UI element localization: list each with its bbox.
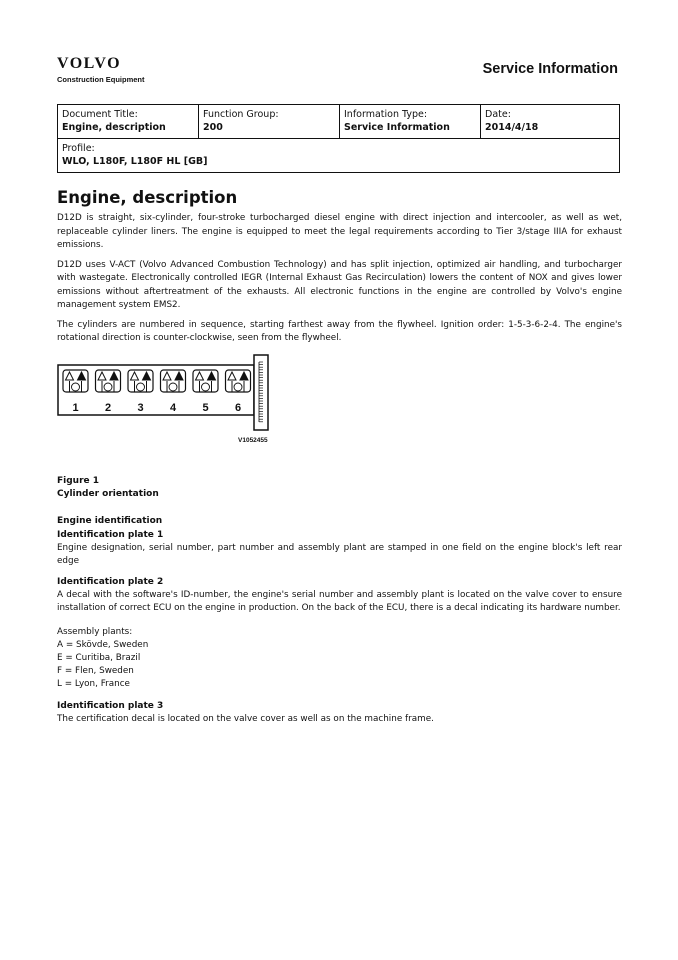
meta-label: Document Title: xyxy=(62,109,138,120)
cylinder-head xyxy=(193,370,218,392)
cylinder-head xyxy=(63,370,88,392)
brand-wordmark: VOLVO xyxy=(57,55,122,72)
figure-label: Figure 1 xyxy=(57,475,100,486)
injector xyxy=(137,383,145,391)
exhaust-valve-marker xyxy=(175,372,183,380)
figure-caption xyxy=(57,475,622,501)
assembly-plant: A = Skövde, Sweden xyxy=(57,639,149,650)
engine-diagram xyxy=(57,352,277,432)
cylinder-number: 4 xyxy=(169,401,177,414)
brand-subtitle: Construction Equipment xyxy=(57,75,145,84)
meta-value: WLO, L180F, L180F HL [GB] xyxy=(62,156,208,167)
assembly-plant: F = Flen, Sweden xyxy=(57,665,134,676)
assembly-plant: L = Lyon, France xyxy=(57,678,130,689)
flywheel-housing xyxy=(254,355,268,430)
exhaust-valve-marker xyxy=(110,372,118,380)
meta-information-type xyxy=(340,105,481,139)
cylinder-head xyxy=(226,370,251,392)
assembly-plants-label: Assembly plants: xyxy=(57,626,133,637)
cylinder-number: 1 xyxy=(72,401,79,414)
plate-3-heading: Identification plate 3 xyxy=(57,700,164,711)
meta-date xyxy=(481,105,620,139)
exhaust-valve-marker xyxy=(143,372,151,380)
injector xyxy=(234,383,242,391)
meta-label: Information Type: xyxy=(344,109,428,120)
plate-3-text: The certification decal is located on the valve cover as well as on the machine frame. xyxy=(57,713,434,724)
intake-valve-marker xyxy=(66,372,74,380)
cylinder-group xyxy=(63,370,251,414)
intake-valve-marker xyxy=(228,372,236,380)
exhaust-valve-marker xyxy=(208,372,216,380)
injector xyxy=(72,383,80,391)
plate-1-heading: Identification plate 1 xyxy=(57,529,164,540)
figure-caption-text: Cylinder orientation xyxy=(57,488,159,499)
meta-label: Profile: xyxy=(62,143,95,154)
paragraph: D12D is straight, six-cylinder, four-stroke turbocharged diesel engine with direct injection and intercooler, as well as wet, replaceable cylinder liners. The engine is equipped to meet the legal requirements according to Tier 3/stage IIIA for exhaust emissions. xyxy=(57,213,622,250)
meta-label: Date: xyxy=(485,109,511,120)
main-content xyxy=(57,186,622,732)
meta-document-title xyxy=(58,105,199,139)
cylinder-head xyxy=(161,370,186,392)
injector xyxy=(169,383,177,391)
meta-value: Service Information xyxy=(344,122,450,133)
cylinder-figure xyxy=(57,352,622,452)
cylinder-number: 5 xyxy=(202,401,209,414)
page-title: Engine, description xyxy=(57,188,238,207)
document-meta-table xyxy=(57,104,620,173)
injector xyxy=(104,383,112,391)
cylinder-head xyxy=(128,370,153,392)
intake-valve-marker xyxy=(196,372,204,380)
meta-value: Engine, description xyxy=(62,122,166,133)
meta-label: Function Group: xyxy=(203,109,279,120)
exhaust-valve-marker xyxy=(240,372,248,380)
cylinder-number: 3 xyxy=(137,401,144,414)
paragraph: D12D uses V-ACT (Volvo Advanced Combustion Technology) and has split injection, optimized air handling, and turbocharger with wastegate. Electronically controlled IEGR (Internal Exhaust Gas Recirculation) lowers the content of NOX and gives lower emissions without aftertreatment of the exhausts. All electronic functions in the engine are controlled by Volvo's engine management system EMS2. xyxy=(57,259,622,310)
engine-identification-heading: Engine identification xyxy=(57,515,163,526)
plate-1-text: Engine designation, serial number, part number and assembly plant are stamped in one field on the engine block's left rear edge xyxy=(57,542,622,566)
volvo-logo xyxy=(57,57,145,84)
cylinder-number: 2 xyxy=(104,401,112,414)
figure-code: V1052455 xyxy=(238,436,268,444)
meta-function-group xyxy=(199,105,340,139)
meta-profile xyxy=(58,139,620,173)
intake-valve-marker xyxy=(98,372,106,380)
plate-2-heading: Identification plate 2 xyxy=(57,576,164,587)
meta-value: 200 xyxy=(203,122,223,133)
intake-valve-marker xyxy=(131,372,139,380)
intake-valve-marker xyxy=(163,372,171,380)
assembly-plant: E = Curitiba, Brazil xyxy=(57,652,141,663)
header-title: Service Information xyxy=(482,61,618,77)
paragraph: The cylinders are numbered in sequence, starting farthest away from the flywheel. Ignition order: 1-5-3-6-2-4. The engine's rotational direction is counter-clockwise, seen from the flywheel. xyxy=(57,319,622,343)
injector xyxy=(202,383,210,391)
meta-value: 2014/4/18 xyxy=(485,122,539,133)
plate-2-text: A decal with the software's ID-number, the engine's serial number and assembly plant is located on the valve cover to ensure installation of correct ECU on the engine in production. On the back of the ECU, there is a decal indicating its hardware number. xyxy=(57,589,622,613)
cylinder-head xyxy=(96,370,121,392)
cylinder-number: 6 xyxy=(234,401,242,414)
exhaust-valve-marker xyxy=(78,372,86,380)
